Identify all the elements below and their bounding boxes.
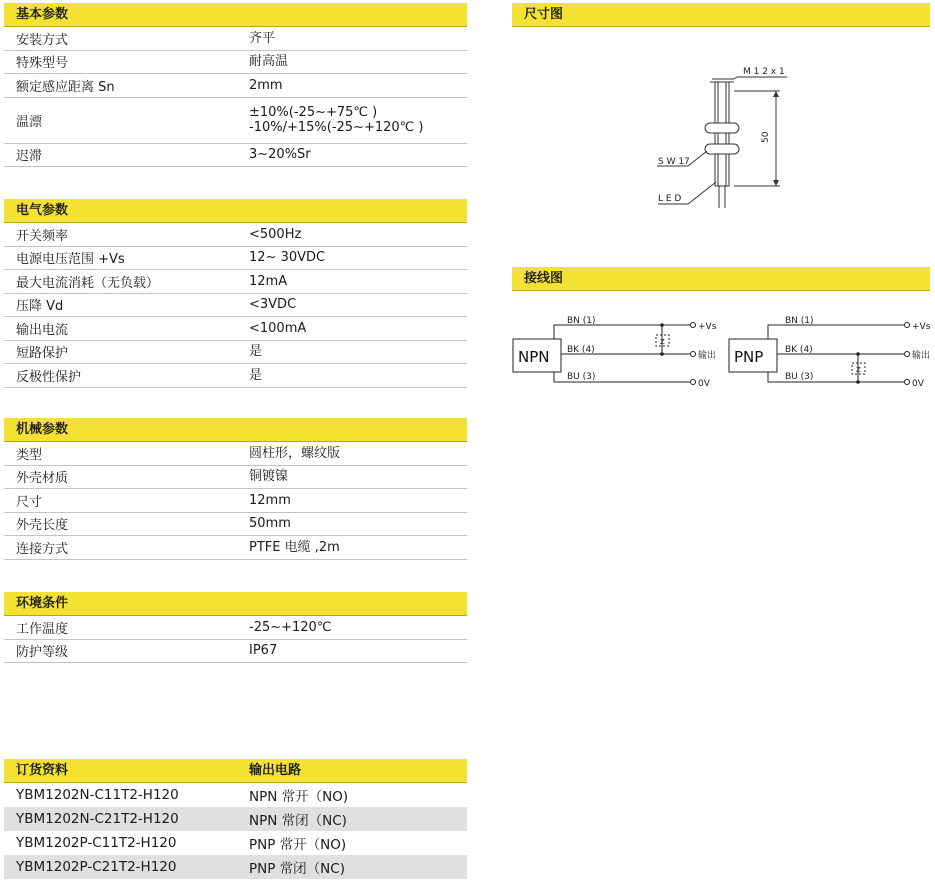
junction-dot (660, 323, 664, 327)
param-value: <100mA (249, 320, 307, 336)
leader-line (688, 151, 707, 166)
model-number: YBM1202N-C11T2-H120 (16, 787, 179, 803)
terminal (905, 323, 910, 328)
table-row (4, 270, 467, 294)
led-label: L E D (658, 194, 682, 204)
output-circuit: NPN 常闭（NC) (249, 813, 347, 829)
terminal (691, 323, 696, 328)
param-value: 12~ 30VDC (249, 250, 326, 266)
param-value: 是 (249, 344, 263, 360)
environment-section (4, 592, 467, 663)
junction-dot (660, 352, 664, 356)
param-value-line: ±10%(-25~+75℃ ) (249, 105, 378, 120)
bn-label: BN (1) (785, 316, 814, 326)
table-row (4, 144, 467, 168)
bu-label: BU (3) (567, 372, 596, 382)
param-name: 压降 Vd (16, 299, 64, 315)
terminal (691, 352, 696, 357)
param-value: 圆柱形，螺纹版 (249, 445, 341, 461)
param-value: 12mA (249, 273, 288, 289)
table-row (4, 442, 467, 466)
bn-label: BN (1) (567, 316, 596, 326)
table-row (4, 294, 467, 318)
param-name: 尺寸 (16, 494, 43, 510)
dimension-section (512, 3, 930, 27)
npn-label: NPN (518, 348, 550, 366)
param-value: PTFE 电缆 ,2m (249, 539, 340, 555)
bk-label: BK (4) (567, 345, 595, 355)
param-value: -25~+120℃ (249, 619, 332, 635)
param-name: 温漂 (16, 114, 43, 130)
zero-v-label: 0V (912, 379, 924, 389)
arrow-head (773, 91, 779, 97)
table-row (4, 27, 467, 51)
param-name: 反极性保护 (16, 369, 82, 385)
param-name: 输出电流 (16, 322, 69, 338)
bu-label: BU (3) (785, 372, 814, 382)
param-value: <3VDC (249, 297, 297, 313)
wire-bn (768, 325, 904, 339)
terminal (691, 380, 696, 385)
param-name: 外壳材质 (16, 471, 69, 487)
order-header (4, 759, 467, 783)
param-name: 短路保护 (16, 346, 69, 362)
nut (705, 144, 739, 154)
param-name: 开关频率 (16, 228, 69, 244)
wiring-diagram (512, 305, 935, 395)
thread-label: M 1 2 x 1 (743, 67, 785, 77)
order-row (4, 855, 467, 879)
section-title: 机械参数 (4, 418, 467, 442)
param-value: 12mm (249, 492, 291, 508)
table-row (4, 247, 467, 271)
arrow-head (773, 180, 779, 186)
output-circuit: PNP 常闭（NC) (249, 861, 345, 877)
junction-dot (856, 352, 860, 356)
order-row (4, 807, 467, 831)
vs-label: +Vs (912, 322, 931, 332)
param-name: 电源电压范围 +Vs (16, 252, 125, 268)
table-row (4, 317, 467, 341)
order-col-output: 输出电路 (249, 763, 302, 778)
param-value: 3~20%Sr (249, 147, 311, 163)
param-value: 铜镀镍 (249, 469, 289, 485)
nut (705, 123, 739, 133)
param-value: 耐高温 (249, 54, 289, 70)
pnp-label: PNP (734, 348, 764, 366)
leader-line (734, 77, 737, 79)
mechanical-params-section (4, 418, 467, 560)
table-row (4, 466, 467, 490)
table-row (4, 74, 467, 98)
param-name: 最大电流消耗（无负载） (16, 275, 160, 291)
table-row (4, 223, 467, 247)
table-row (4, 341, 467, 365)
section-title: 接线图 (512, 267, 930, 291)
table-row (4, 616, 467, 640)
section-title: 尺寸图 (512, 3, 930, 27)
param-value: <500Hz (249, 226, 302, 242)
terminal (905, 380, 910, 385)
table-row (4, 536, 467, 560)
param-value-line: -10%/+15%(-25~+120℃ ) (249, 120, 424, 135)
table-row (4, 513, 467, 537)
param-value: 是 (249, 367, 263, 383)
output-label: 输出 (698, 351, 717, 361)
param-name: 特殊型号 (16, 56, 69, 72)
order-col-model: 订货资料 (16, 763, 69, 778)
table-row (4, 640, 467, 664)
sensor-body (715, 82, 729, 186)
section-title: 基本参数 (4, 3, 467, 27)
table-row (4, 51, 467, 75)
zero-v-label: 0V (698, 379, 710, 389)
model-number: YBM1202P-C11T2-H120 (16, 835, 177, 851)
param-value: IP67 (249, 643, 278, 659)
order-info-section (4, 759, 467, 879)
length-label: 50 (761, 131, 771, 143)
param-value: 齐平 (249, 30, 276, 46)
param-value (237, 105, 467, 135)
wrench-label: S W 17 (658, 157, 690, 167)
section-title: 环境条件 (4, 592, 467, 616)
vs-label: +Vs (698, 322, 717, 332)
param-name: 连接方式 (16, 541, 69, 557)
wire-bn (554, 325, 690, 339)
table-row (4, 489, 467, 513)
junction-dot (856, 380, 860, 384)
table-row (4, 364, 467, 388)
param-name: 迟滞 (16, 149, 43, 165)
param-name: 类型 (16, 447, 43, 463)
param-name: 安装方式 (16, 32, 69, 48)
order-row (4, 783, 467, 807)
param-name: 额定感应距离 Sn (16, 79, 115, 95)
output-circuit: PNP 常开（NO) (249, 837, 347, 853)
param-name: 防护等级 (16, 645, 69, 661)
z-label: Z (660, 338, 665, 346)
z-label: Z (856, 366, 861, 374)
model-number: YBM1202N-C21T2-H120 (16, 811, 179, 827)
wiring-section (512, 267, 930, 291)
terminal (905, 352, 910, 357)
param-value: 2mm (249, 77, 283, 93)
electrical-params-section (4, 199, 467, 388)
bk-label: BK (4) (785, 345, 813, 355)
model-number: YBM1202P-C21T2-H120 (16, 859, 177, 875)
dimension-drawing (512, 27, 930, 217)
param-value: 50mm (249, 516, 291, 532)
output-label: 输出 (912, 351, 931, 361)
param-name: 外壳长度 (16, 518, 69, 534)
section-title: 电气参数 (4, 199, 467, 223)
output-circuit: NPN 常开（NO) (249, 789, 349, 805)
order-row (4, 831, 467, 855)
leader-line (688, 182, 716, 204)
param-name: 工作温度 (16, 621, 69, 637)
table-row (4, 98, 467, 144)
basic-params-section (4, 3, 467, 167)
